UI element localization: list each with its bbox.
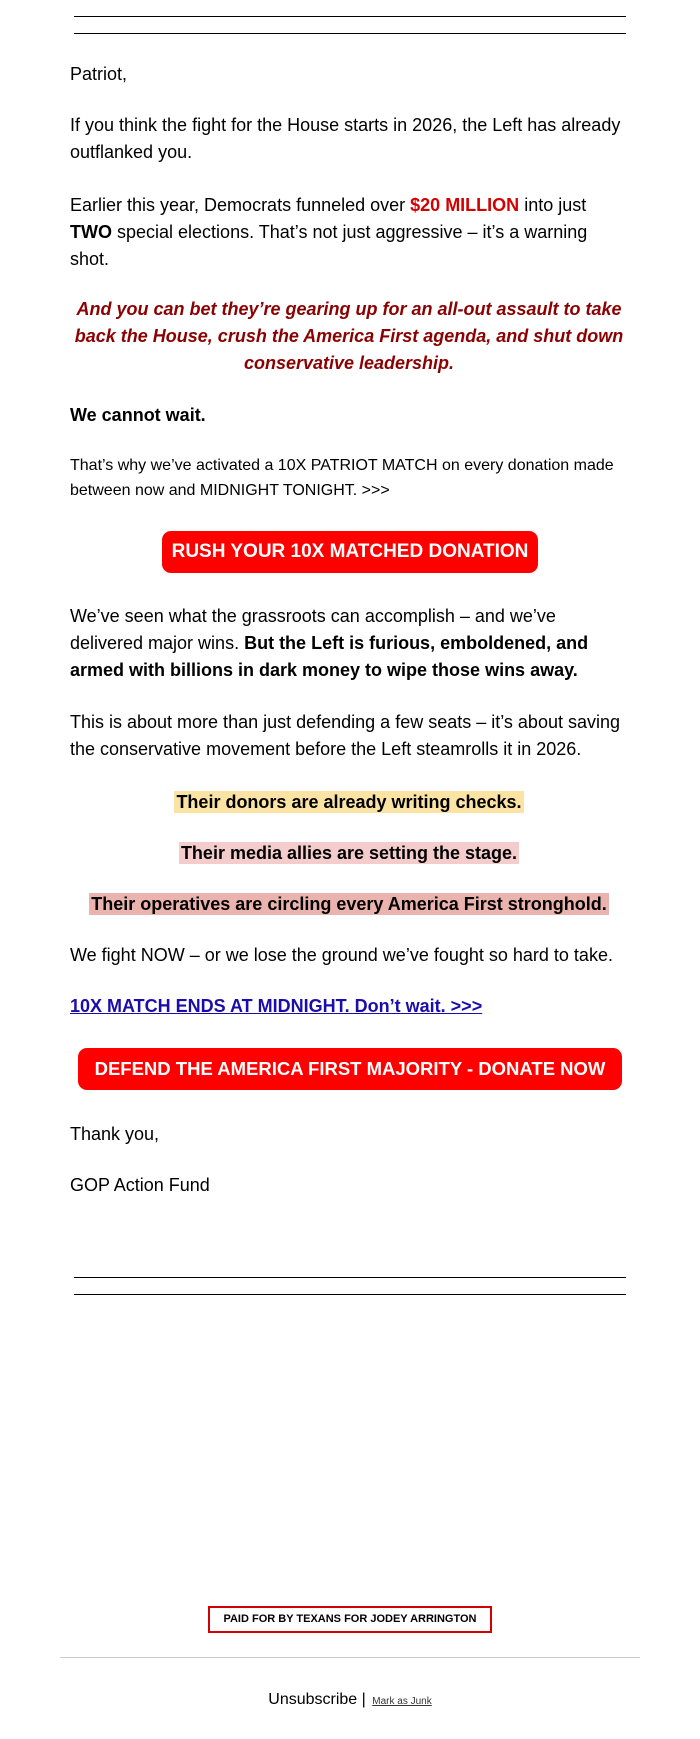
media-highlight: Their media allies are setting the stage. <box>180 843 518 863</box>
grassroots-text: We’ve seen what the grassroots can accomplish – and we’ve delivered major wins. <box>70 606 556 653</box>
cannot-wait-heading: We cannot wait. <box>70 405 206 425</box>
paid-for-disclaimer: PAID FOR BY TEXANS FOR JODEY ARRINGTON <box>208 1606 492 1633</box>
match-ends-link[interactable]: 10X MATCH ENDS AT MIDNIGHT. Don’t wait. >>> <box>70 996 483 1016</box>
paragraph-fight-now: We fight NOW – or we lose the ground we’ve fought so hard to take. <box>70 945 613 965</box>
paragraph-grassroots <box>70 603 628 684</box>
media-line <box>70 840 628 867</box>
top-divider-2 <box>74 33 626 34</box>
signature: GOP Action Fund <box>70 1175 210 1195</box>
paragraph-conservative-movement: This is about more than just defending a few seats – it’s about saving the conservative movement before the Left steamrolls it in 2026. <box>70 712 620 759</box>
top-divider-1 <box>74 16 626 17</box>
signoff: Thank you, <box>70 1124 160 1144</box>
greeting: Patriot, <box>70 64 128 84</box>
footer-divider <box>60 1657 640 1658</box>
funding-text-c: special elections. That’s not just aggressive – it’s a warning shot. <box>70 222 588 269</box>
unsubscribe-link[interactable]: Unsubscribe <box>268 1691 358 1708</box>
warning-callout: And you can bet they’re gearing up for an all-out assault to take back the House, crush the America First agenda, and shut down conservative leadership. <box>74 299 624 373</box>
defend-majority-button[interactable]: DEFEND THE AMERICA FIRST MAJORITY - DONATE NOW <box>78 1048 622 1090</box>
funding-amount: $20 MILLION <box>410 195 520 215</box>
donors-line <box>70 789 628 816</box>
rush-donation-button[interactable]: RUSH YOUR 10X MATCHED DONATION <box>162 531 538 573</box>
paragraph-funding <box>70 192 628 273</box>
operatives-highlight: Their operatives are circling every America First stronghold. <box>91 894 607 914</box>
funding-text-a: Earlier this year, Democrats funneled over <box>70 195 411 215</box>
footer-separator: | <box>361 1691 366 1708</box>
funding-text-b: into just <box>519 195 587 215</box>
paragraph-intro: If you think the fight for the House starts in 2026, the Left has already outflanked you. <box>70 115 621 162</box>
grassroots-bold: But the Left is furious, emboldened, and armed with billions in dark money to wipe those wins away. <box>70 633 589 680</box>
footer-links <box>0 1691 700 1709</box>
donors-highlight: Their donors are already writing checks. <box>176 792 522 812</box>
mark-as-junk-link[interactable]: Mark as Junk <box>372 1696 432 1707</box>
operatives-line <box>70 891 628 918</box>
bottom-divider-1 <box>74 1277 626 1278</box>
match-link-line <box>70 993 628 1020</box>
bottom-divider-2 <box>74 1294 626 1295</box>
match-note: That’s why we’ve activated a 10X PATRIOT MATCH on every donation made between now and MIDNIGHT TONIGHT. >>> <box>70 457 614 499</box>
funding-two: TWO <box>70 222 112 242</box>
